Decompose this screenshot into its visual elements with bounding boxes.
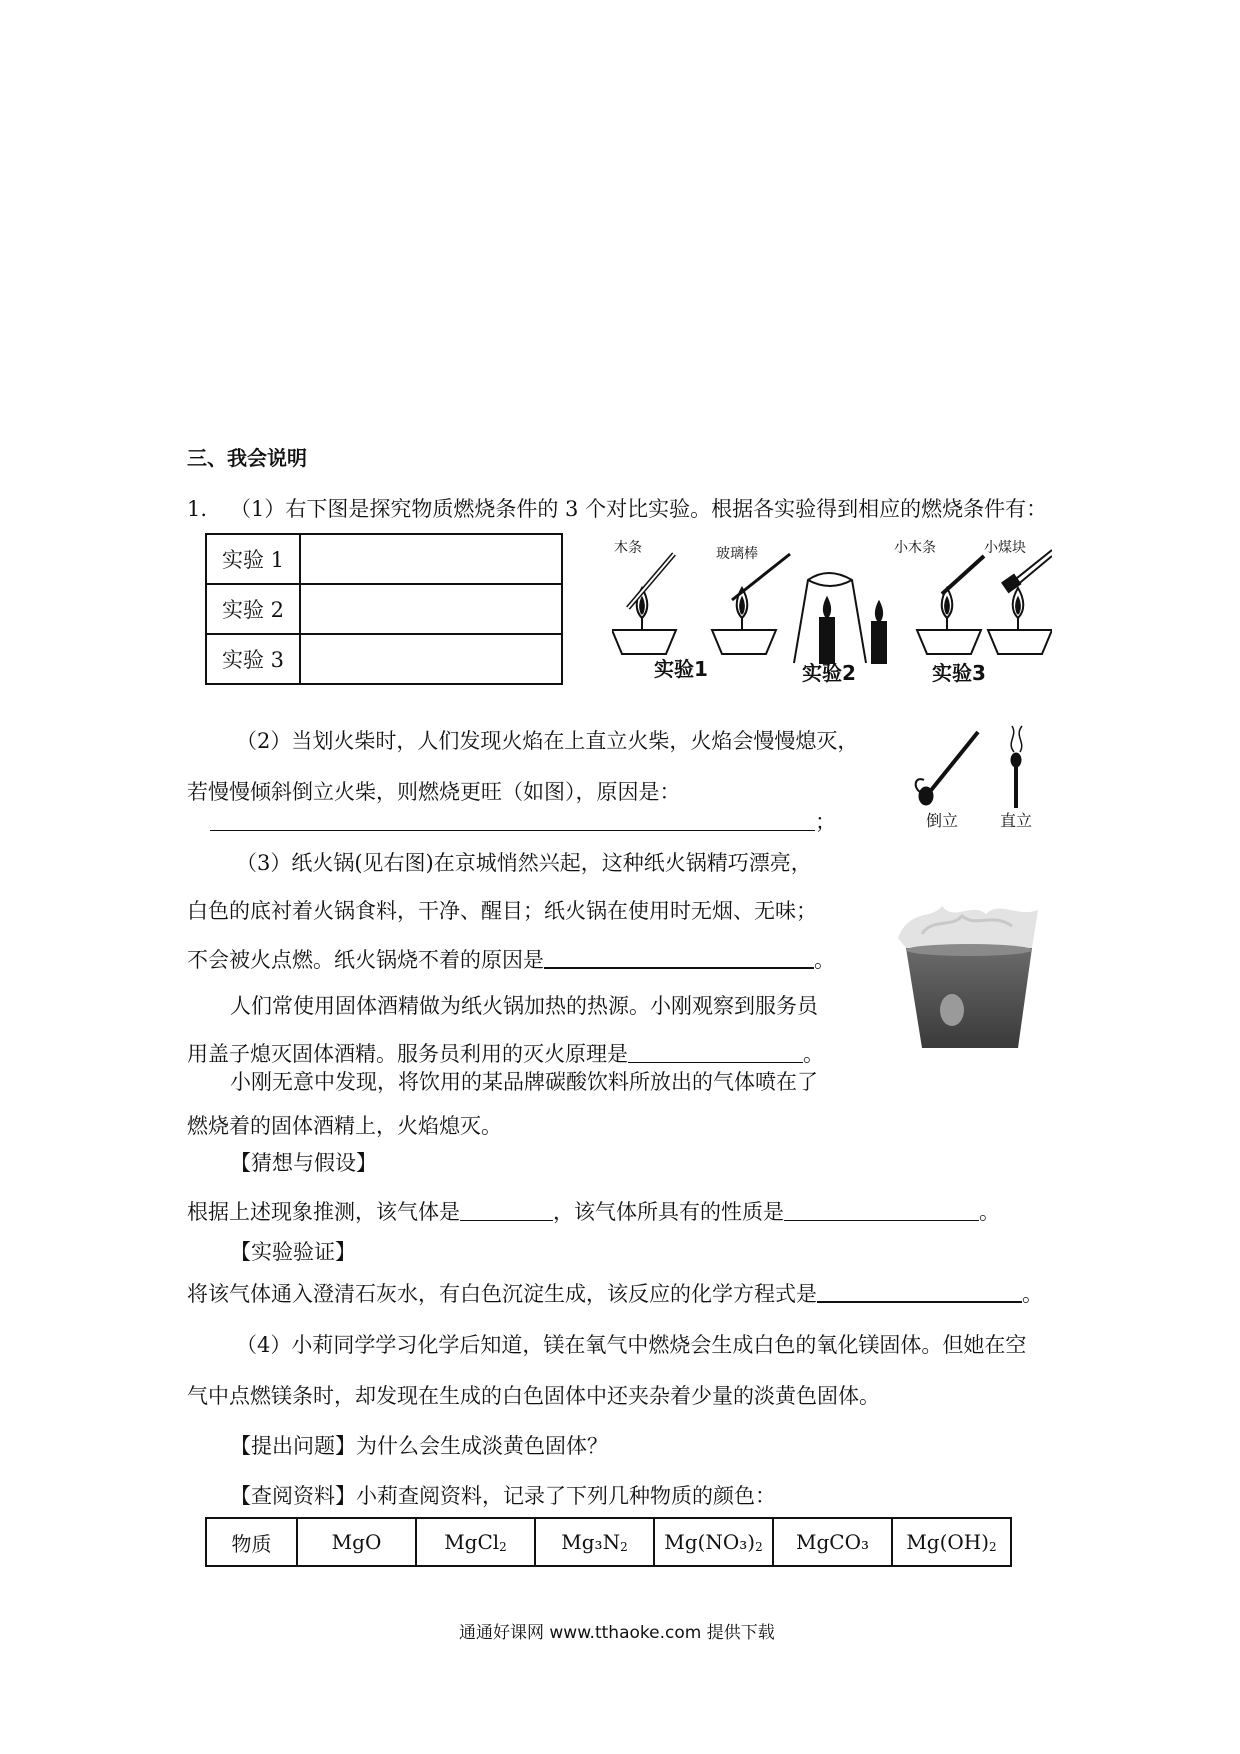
period: 。 [814,948,835,972]
figure-label: 直立 [1000,811,1033,830]
paper-hotpot-figure [892,898,1044,1050]
question-line: 【提出问题】为什么会生成淡黄色固体？ [230,1434,608,1458]
q1-intro: （1）右下图是探究物质燃烧条件的 3 个对比实验。根据各实验得到相应的燃烧条件有： [230,497,1048,521]
table-row [206,634,562,684]
hypothesis-text: ，该气体所具有的性质是 [553,1200,784,1224]
figure-caption: 实验1 [654,657,708,681]
part3-line4: 人们常使用固体酒精做为纸火锅加热的热源。小刚观察到服务员 [230,994,818,1018]
answer-cell[interactable] [300,584,562,634]
hypothesis-text: 根据上述现象推测，该气体是 [187,1200,460,1224]
hypothesis-title: 【猜想与假设】 [230,1151,377,1175]
part2-end: ； [815,810,836,834]
formula-cell: $Mg(OH)_2$ [892,1518,1011,1566]
period: 。 [979,1200,1000,1224]
formula-cell: $Mg(NO_3)_2$ [654,1518,773,1566]
answer-blank[interactable] [460,1198,553,1221]
figure-label: 木条 [614,540,642,556]
formula-cell: MgCl$_2$ [416,1518,535,1566]
formula-cell: MgCO₃ [773,1518,892,1566]
experiment-table [205,533,563,685]
experiment-label: 实验 2 [206,584,300,634]
answer-cell[interactable] [300,634,562,684]
part4-line1: （4）小莉同学学习化学后知道，镁在氧气中燃烧会生成白色的氧化镁固体。但她在空 [236,1333,1027,1357]
part3-line3 [187,945,835,974]
part2-line1: （2）当划火柴时，人们发现火焰在上直立火柴，火焰会慢慢熄灭， [236,729,859,753]
formula-cell: $Mg_3N_2$ [535,1518,654,1566]
figure-caption: 实验2 [802,661,856,685]
figure-label: 小煤块 [984,540,1026,556]
answer-blank[interactable] [817,1279,1022,1303]
answer-blank[interactable] [628,1040,803,1063]
answer-blank[interactable] [210,808,815,831]
part3-line7: 燃烧着的固体酒精上，火焰熄灭。 [187,1114,502,1138]
verify-text: 将该气体通入澄清石灰水，有白色沉淀生成，该反应的化学方程式是 [187,1282,817,1306]
table-row [206,584,562,634]
footer-text: 通通好课网 www.tthaoke.com 提供下载 [459,1623,775,1643]
period: 。 [803,1042,824,1066]
match-figure [906,722,1046,830]
figure-label: 玻璃棒 [716,546,758,562]
experiment-figure [612,538,1052,686]
answer-blank[interactable] [544,945,814,969]
part3-line6: 小刚无意中发现，将饮用的某品牌碳酸饮料所放出的气体喷在了 [230,1070,818,1094]
figure-label: 小木条 [894,540,936,556]
verify-title: 【实验验证】 [230,1240,356,1264]
experiment-label: 实验 3 [206,634,300,684]
figure-label: 倒立 [926,811,959,830]
table-row [206,534,562,584]
part3-line2: 白色的底衬着火锅食料，干净、醒目；纸火锅在使用时无烟、无味； [187,899,817,923]
part2-line2: 若慢慢倾斜倒立火柴，则燃烧更旺（如图），原因是： [187,780,681,804]
section-title: 三、我会说明 [187,446,307,470]
part3-line3-text: 不会被火点燃。纸火锅烧不着的原因是 [187,948,544,972]
formula-cell: MgO [297,1518,416,1566]
reference-line: 【查阅资料】小莉查阅资料，记录了下列几种物质的颜色： [230,1484,776,1508]
material-table [205,1517,1012,1567]
experiment-label: 实验 1 [206,534,300,584]
part4-line2: 气中点燃镁条时，却发现在生成的白色固体中还夹杂着少量的淡黄色固体。 [187,1384,880,1408]
answer-blank[interactable] [784,1198,979,1221]
part3-line5-text: 用盖子熄灭固体酒精。服务员利用的灭火原理是 [187,1042,628,1066]
question-number: 1. [187,497,208,521]
part3-line5 [187,1040,824,1068]
period: 。 [1022,1282,1043,1306]
table-row [206,1518,1011,1566]
answer-cell[interactable] [300,534,562,584]
verify-line [187,1279,1043,1308]
part3-line1: （3）纸火锅(见右图)在京城悄然兴起，这种纸火锅精巧漂亮， [236,851,812,875]
hypothesis-line [187,1198,1000,1226]
figure-caption: 实验3 [932,661,986,685]
table-header: 物质 [206,1518,297,1566]
